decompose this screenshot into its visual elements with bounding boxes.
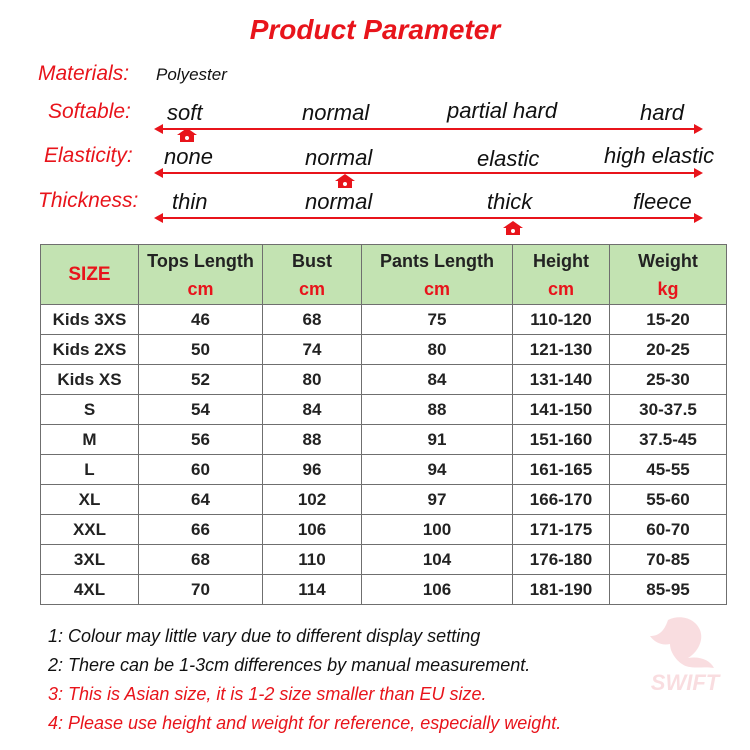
size-cell: 3XL	[41, 545, 139, 575]
thickness-option-fleece: fleece	[633, 189, 692, 214]
table-cell: 15-20	[610, 305, 727, 335]
table-row	[41, 335, 727, 365]
table-cell: 60	[139, 455, 263, 485]
table-cell: 30-37.5	[610, 395, 727, 425]
materials-value: Polyester	[156, 65, 227, 84]
table-cell: 64	[139, 485, 263, 515]
table-row	[41, 305, 727, 335]
table-cell: 46	[139, 305, 263, 335]
note-2: 2: There can be 1-3cm differences by manual measurement.	[48, 655, 531, 675]
softable-option-normal: normal	[302, 100, 370, 125]
table-cell: 88	[362, 395, 513, 425]
table-cell: 52	[139, 365, 263, 395]
table-cell: 68	[263, 305, 362, 335]
table-cell: 66	[139, 515, 263, 545]
table-cell: 161-165	[513, 455, 610, 485]
tops-length-column-header: Tops Length cm	[139, 245, 263, 305]
softable-selected-marker-icon	[177, 128, 197, 142]
table-cell: 88	[263, 425, 362, 455]
table-cell: 96	[263, 455, 362, 485]
height-column-header: Height cm	[513, 245, 610, 305]
table-row	[41, 485, 727, 515]
swift-watermark-logo	[640, 610, 730, 715]
softable-option-hard: hard	[640, 100, 685, 125]
note-1: 1: Colour may little vary due to different display setting	[48, 626, 481, 646]
svg-text:SWIFT: SWIFT	[650, 670, 720, 695]
table-cell: 80	[263, 365, 362, 395]
elasticity-label: Elasticity:	[44, 144, 133, 167]
table-cell: 106	[263, 515, 362, 545]
page-title: Product Parameter	[249, 14, 501, 45]
size-cell: L	[41, 455, 139, 485]
softable-scale-right-arrow-icon	[694, 124, 703, 134]
softable-label: Softable:	[48, 100, 131, 123]
table-cell: 110	[263, 545, 362, 575]
size-cell: XL	[41, 485, 139, 515]
thickness-option-thick: thick	[487, 189, 533, 214]
softable-scale-line	[160, 128, 696, 130]
table-cell: 70-85	[610, 545, 727, 575]
softable-option-soft: soft	[167, 100, 203, 125]
weight-column-header: Weight kg	[610, 245, 727, 305]
thickness-option-normal: normal	[305, 189, 373, 214]
thickness-label: Thickness:	[38, 189, 139, 212]
table-cell: 176-180	[513, 545, 610, 575]
table-cell: 94	[362, 455, 513, 485]
table-cell: 70	[139, 575, 263, 605]
softable-option-partial-hard: partial hard	[447, 98, 558, 123]
table-row	[41, 545, 727, 575]
size-cell: XXL	[41, 515, 139, 545]
table-cell: 74	[263, 335, 362, 365]
size-cell: M	[41, 425, 139, 455]
size-chart-table	[40, 244, 727, 605]
table-row	[41, 455, 727, 485]
table-cell: 141-150	[513, 395, 610, 425]
thickness-selected-marker-icon	[503, 221, 523, 235]
table-header-row	[41, 245, 727, 305]
bust-column-header: Bust cm	[263, 245, 362, 305]
table-row	[41, 575, 727, 605]
table-cell: 181-190	[513, 575, 610, 605]
table-cell: 166-170	[513, 485, 610, 515]
table-cell: 37.5-45	[610, 425, 727, 455]
elasticity-selected-marker-icon	[335, 174, 355, 188]
table-cell: 20-25	[610, 335, 727, 365]
elasticity-option-elastic: elastic	[477, 146, 540, 171]
table-cell: 50	[139, 335, 263, 365]
table-cell: 84	[362, 365, 513, 395]
table-cell: 55-60	[610, 485, 727, 515]
size-cell: S	[41, 395, 139, 425]
table-cell: 80	[362, 335, 513, 365]
table-cell: 56	[139, 425, 263, 455]
table-cell: 131-140	[513, 365, 610, 395]
table-cell: 60-70	[610, 515, 727, 545]
table-cell: 84	[263, 395, 362, 425]
table-cell: 110-120	[513, 305, 610, 335]
table-cell: 68	[139, 545, 263, 575]
bird-logo-icon	[640, 610, 730, 715]
size-cell: Kids 3XS	[41, 305, 139, 335]
note-4: 4: Please use height and weight for reference, especially weight.	[48, 713, 562, 733]
thickness-scale-right-arrow-icon	[694, 213, 703, 223]
table-cell: 121-130	[513, 335, 610, 365]
note-3: 3: This is Asian size, it is 1-2 size smaller than EU size.	[48, 684, 487, 704]
elasticity-scale-right-arrow-icon	[694, 168, 703, 178]
elasticity-option-none: none	[164, 144, 213, 169]
thickness-option-thin: thin	[172, 189, 208, 214]
materials-label: Materials:	[38, 62, 130, 85]
table-cell: 91	[362, 425, 513, 455]
table-cell: 75	[362, 305, 513, 335]
table-cell: 54	[139, 395, 263, 425]
elasticity-scale-line	[160, 172, 696, 174]
table-cell: 106	[362, 575, 513, 605]
elasticity-option-normal: normal	[305, 145, 373, 170]
size-column-header: SIZE	[41, 245, 139, 305]
table-cell: 171-175	[513, 515, 610, 545]
table-row	[41, 365, 727, 395]
thickness-scale-line	[160, 217, 696, 219]
table-cell: 25-30	[610, 365, 727, 395]
size-cell: Kids 2XS	[41, 335, 139, 365]
table-cell: 97	[362, 485, 513, 515]
size-cell: Kids XS	[41, 365, 139, 395]
table-row	[41, 425, 727, 455]
table-cell: 114	[263, 575, 362, 605]
table-cell: 85-95	[610, 575, 727, 605]
table-cell: 45-55	[610, 455, 727, 485]
elasticity-option-high-elastic: high elastic	[604, 143, 715, 168]
table-cell: 102	[263, 485, 362, 515]
table-row	[41, 395, 727, 425]
table-cell: 100	[362, 515, 513, 545]
size-cell: 4XL	[41, 575, 139, 605]
table-cell: 104	[362, 545, 513, 575]
table-row	[41, 515, 727, 545]
table-cell: 151-160	[513, 425, 610, 455]
pants-length-column-header: Pants Length cm	[362, 245, 513, 305]
